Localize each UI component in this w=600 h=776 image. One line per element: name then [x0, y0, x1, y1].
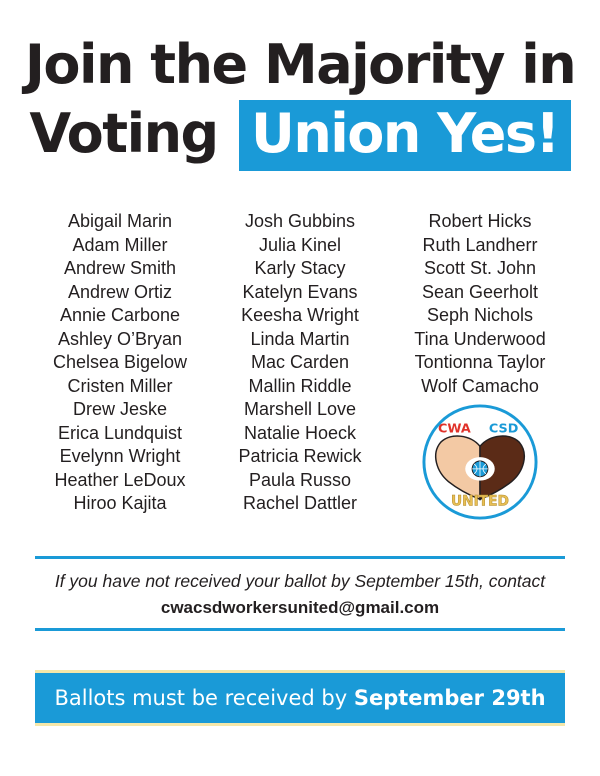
banner-lead-text: Ballots must be received by [54, 686, 348, 710]
signer-name: Natalie Hoeck [243, 422, 357, 443]
signer-name: Karly Stacy [254, 258, 346, 278]
signer-name: Robert Hicks [428, 211, 532, 231]
signer-name: Andrew Smith [63, 258, 177, 278]
signer-name: Ruth Landherr [422, 234, 538, 255]
headline-text-1: Join the Majority in [24, 33, 576, 96]
signer-name: Chelsea Bigelow [52, 352, 188, 372]
signer-name: Cristen Miller [67, 375, 173, 396]
signer-name: Sean Geerholt [421, 281, 539, 302]
names-column-1 [20, 210, 220, 516]
logo-text-csd: CSD [488, 421, 519, 437]
signer-name: Paula Russo [248, 469, 352, 490]
contact-email: cwacsdworkersunited@gmail.com [160, 598, 440, 617]
signer-name: Rachel Dattler [242, 493, 358, 513]
headline-text-voting: Voting [29, 102, 218, 165]
signer-name: Mac Carden [250, 352, 350, 372]
signer-name: Andrew Ortiz [67, 281, 173, 302]
signer-name: Hiroo Kajita [73, 493, 167, 513]
signer-name: Drew Jeske [72, 399, 168, 419]
signer-name: Heather LeDoux [54, 469, 186, 490]
signer-name: Annie Carbone [59, 305, 181, 325]
signer-name: Linda Martin [250, 328, 350, 349]
signer-name: Patricia Rewick [238, 446, 362, 466]
signer-name: Mallin Riddle [248, 375, 352, 396]
signer-name: Ashley O’Bryan [57, 328, 183, 349]
heart-hands-globe-icon [421, 403, 539, 521]
signer-name: Tontionna Taylor [414, 352, 546, 372]
banner-date: September 29th [353, 686, 546, 710]
signer-name: Erica Lundquist [57, 422, 183, 443]
signer-name: Abigail Marin [67, 211, 173, 231]
deadline-banner [35, 670, 565, 726]
logo-text-united: UNITED [451, 493, 509, 510]
signer-name: Keesha Wright [241, 305, 359, 325]
names-column-2 [200, 210, 400, 516]
signer-name: Josh Gubbins [244, 211, 356, 231]
divider-bottom [35, 628, 565, 631]
names-column-3 [380, 210, 580, 398]
signer-name: Seph Nichols [426, 305, 534, 325]
signer-name: Adam Miller [72, 234, 168, 255]
signer-name: Marshell Love [243, 399, 357, 419]
contact-instructions: If you have not received your ballot by September 15th, contact [54, 571, 546, 591]
divider-top [35, 556, 565, 559]
signer-name: Wolf Camacho [421, 375, 539, 396]
signer-name: Tina Underwood [414, 328, 546, 349]
logo-text-cwa: CWA [438, 421, 471, 437]
headline-line-2 [0, 102, 600, 165]
headline-highlight: Union Yes! [239, 100, 571, 171]
signer-name: Scott St. John [423, 258, 537, 278]
signer-name: Julia Kinel [258, 234, 342, 255]
headline-line-1 [0, 33, 600, 96]
signer-name: Katelyn Evans [242, 281, 358, 302]
signer-name: Evelynn Wright [59, 446, 181, 466]
